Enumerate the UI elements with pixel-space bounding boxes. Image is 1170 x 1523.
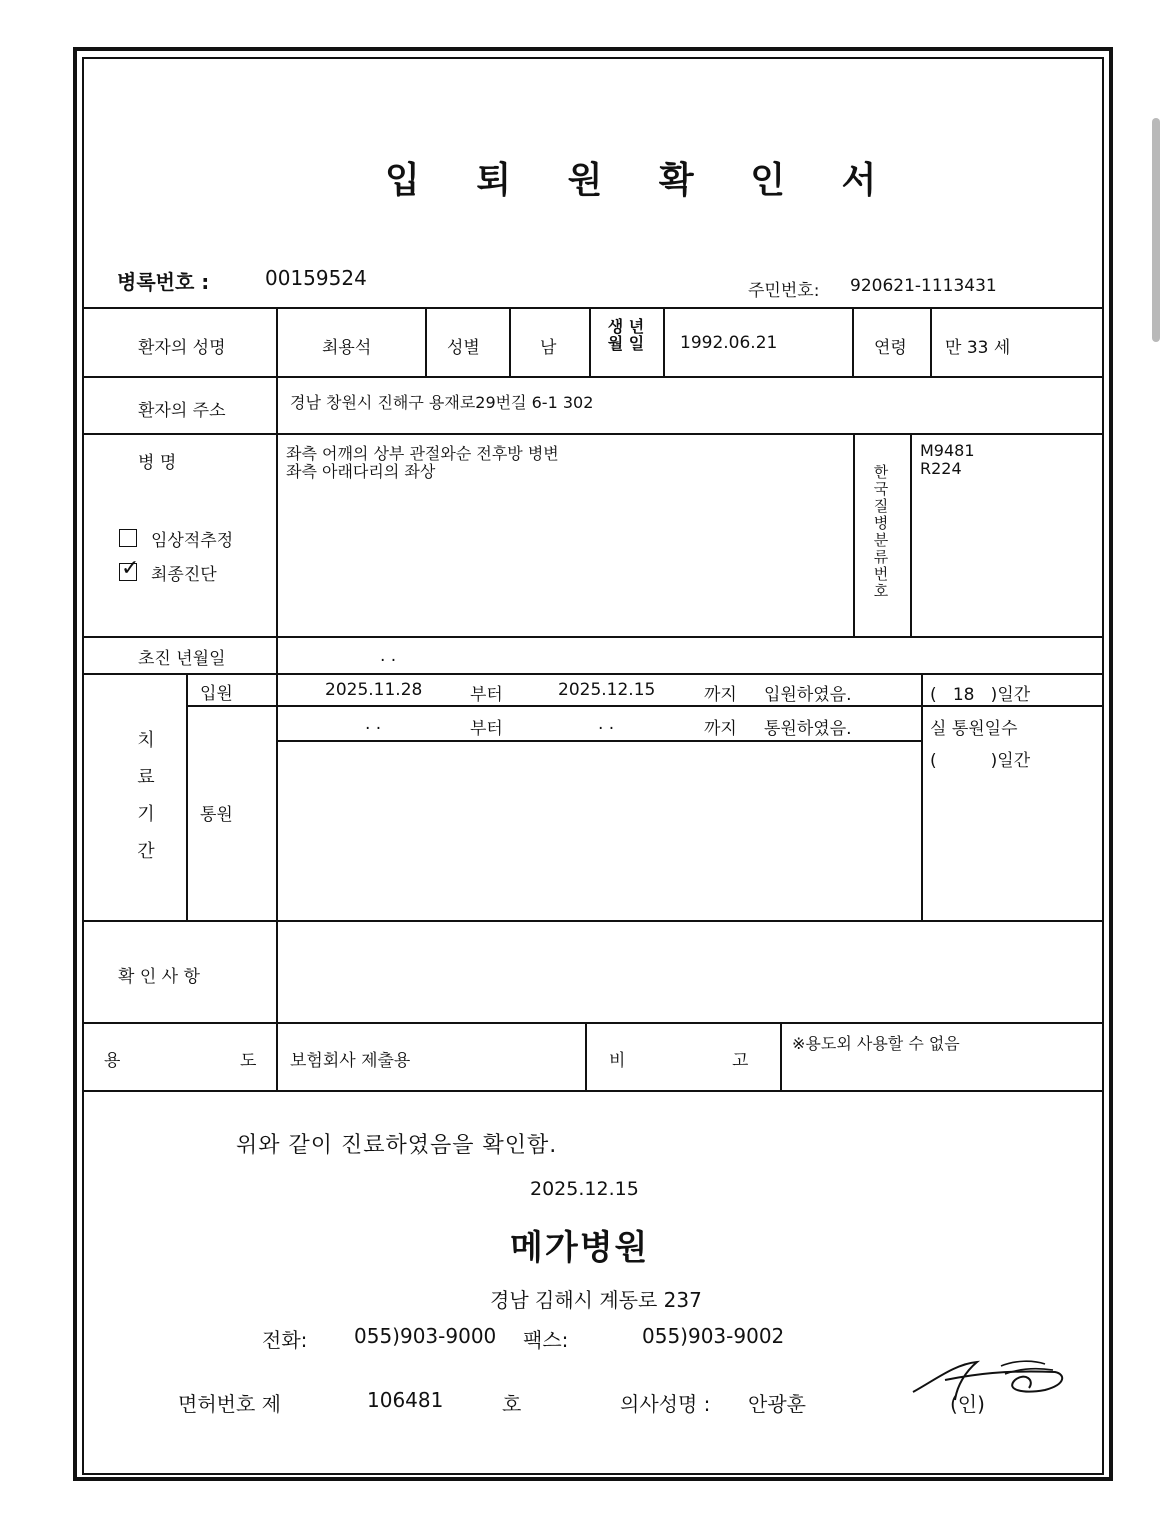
grid-line xyxy=(82,673,1104,675)
grid-line xyxy=(853,433,855,636)
outpatient-from-date: . . xyxy=(365,714,382,734)
disease-code-2: R224 xyxy=(920,459,962,478)
grid-line xyxy=(186,705,1104,707)
remark-label-part-1: 비 xyxy=(609,1051,626,1071)
patient-name-label: 환자의 성명 xyxy=(138,338,226,358)
resident-number-label: 주민번호: xyxy=(748,281,820,301)
disease-code-label: 한국질병분류번호 xyxy=(873,463,889,600)
grid-line xyxy=(82,307,1104,309)
birth-date-label: 생 년 월 일 xyxy=(607,317,645,353)
inpatient-to-date: 2025.12.15 xyxy=(558,680,656,700)
grid-line xyxy=(82,376,1104,378)
first-visit-label: 초진 년월일 xyxy=(138,649,226,669)
record-number-label: 병록번호 : xyxy=(117,270,210,294)
resident-number: 920621-1113431 xyxy=(850,276,997,296)
final-diagnosis-checkbox[interactable] xyxy=(119,556,140,581)
usage-label-part-1: 용 xyxy=(104,1051,121,1071)
record-number: 00159524 xyxy=(265,266,367,290)
confirmation-statement: 위와 같이 진료하였음을 확인함. xyxy=(236,1133,558,1158)
grid-line xyxy=(589,307,591,376)
birth-date: 1992.06.21 xyxy=(680,333,778,353)
document-title: 입 퇴 원 확 인 서 xyxy=(385,160,899,201)
fax-label: 팩스: xyxy=(523,1328,569,1352)
grid-line xyxy=(82,920,1104,922)
fax-number: 055)903-9002 xyxy=(642,1324,785,1348)
sex-label: 성별 xyxy=(447,338,480,358)
doctor-name: 안광훈 xyxy=(748,1392,806,1416)
doctor-signature xyxy=(905,1350,1075,1410)
outpatient-label: 통원 xyxy=(200,805,233,825)
license-suffix: 호 xyxy=(502,1392,522,1416)
outpatient-to-date: . . xyxy=(598,714,615,734)
final-diagnosis-label: 최종진단 xyxy=(151,565,217,585)
phone-label: 전화: xyxy=(262,1328,308,1352)
remark-label-part-2: 고 xyxy=(732,1051,749,1071)
disease-code-1: M9481 xyxy=(920,441,975,460)
outpatient-from-word: 부터 xyxy=(470,719,503,739)
grid-line xyxy=(82,433,1104,435)
grid-line xyxy=(663,307,665,376)
address-value: 경남 창원시 진해구 용재로29번길 6-1 302 xyxy=(290,393,594,412)
grid-line xyxy=(852,307,854,376)
grid-line xyxy=(509,307,511,376)
age-value: 만 33 세 xyxy=(945,338,1011,358)
grid-line xyxy=(82,1090,1104,1092)
grid-line xyxy=(82,1022,1104,1024)
grid-line xyxy=(425,307,427,376)
hospital-address: 경남 김해시 계동로 237 xyxy=(490,1288,702,1312)
grid-line xyxy=(910,433,912,636)
grid-line xyxy=(186,673,188,920)
grid-line xyxy=(930,307,932,376)
address-label: 환자의 주소 xyxy=(138,401,226,421)
doctor-name-label: 의사성명 : xyxy=(620,1392,711,1416)
grid-line xyxy=(277,740,922,742)
phone-number: 055)903-9000 xyxy=(354,1324,497,1348)
grid-line xyxy=(780,1022,782,1090)
sex-value: 남 xyxy=(540,338,557,358)
seal-mark: (인) xyxy=(950,1392,985,1416)
scrollbar[interactable] xyxy=(1152,118,1160,342)
usage-label-part-2: 도 xyxy=(240,1051,257,1071)
actual-outpatient-days: ( )일간 xyxy=(930,751,1031,771)
inpatient-from-word: 부터 xyxy=(470,685,503,705)
license-label: 면허번호 제 xyxy=(178,1392,281,1416)
age-label: 연령 xyxy=(874,338,907,358)
treatment-period-label: 치료기간 xyxy=(137,730,155,862)
clinical-estimate-checkbox[interactable] xyxy=(119,529,137,547)
inpatient-days: ( 18 )일간 xyxy=(930,685,1031,705)
outpatient-text: 통원하였음. xyxy=(764,719,852,739)
usage-value: 보험회사 제출용 xyxy=(290,1051,411,1071)
checkmark-icon: ✓ xyxy=(121,556,140,581)
grid-line xyxy=(585,1022,587,1090)
inpatient-text: 입원하였음. xyxy=(764,685,852,705)
inpatient-to-word: 까지 xyxy=(704,685,737,705)
remark-value: ※용도외 사용할 수 없음 xyxy=(792,1034,960,1053)
patient-name: 최용석 xyxy=(322,338,372,358)
grid-line xyxy=(276,307,278,1090)
grid-line xyxy=(82,636,1104,638)
clinical-estimate-label: 임상적추정 xyxy=(151,531,234,551)
inpatient-from-date: 2025.11.28 xyxy=(325,680,423,700)
diagnosis-label: 병 명 xyxy=(138,453,177,473)
confirmation-label: 확 인 사 항 xyxy=(118,967,200,987)
diagnosis-line-2: 좌측 아래다리의 좌상 xyxy=(286,462,436,481)
hospital-name: 메가병원 xyxy=(510,1228,650,1268)
inpatient-label: 입원 xyxy=(200,684,233,704)
grid-line xyxy=(921,673,923,920)
first-visit-value: . . xyxy=(380,646,397,666)
outpatient-to-word: 까지 xyxy=(704,719,737,739)
license-number: 106481 xyxy=(367,1388,444,1412)
actual-outpatient-days-label: 실 통원일수 xyxy=(930,719,1018,739)
diagnosis-line-1: 좌측 어깨의 상부 관절와순 전후방 병변 xyxy=(286,444,559,463)
issue-date: 2025.12.15 xyxy=(530,1178,639,1200)
